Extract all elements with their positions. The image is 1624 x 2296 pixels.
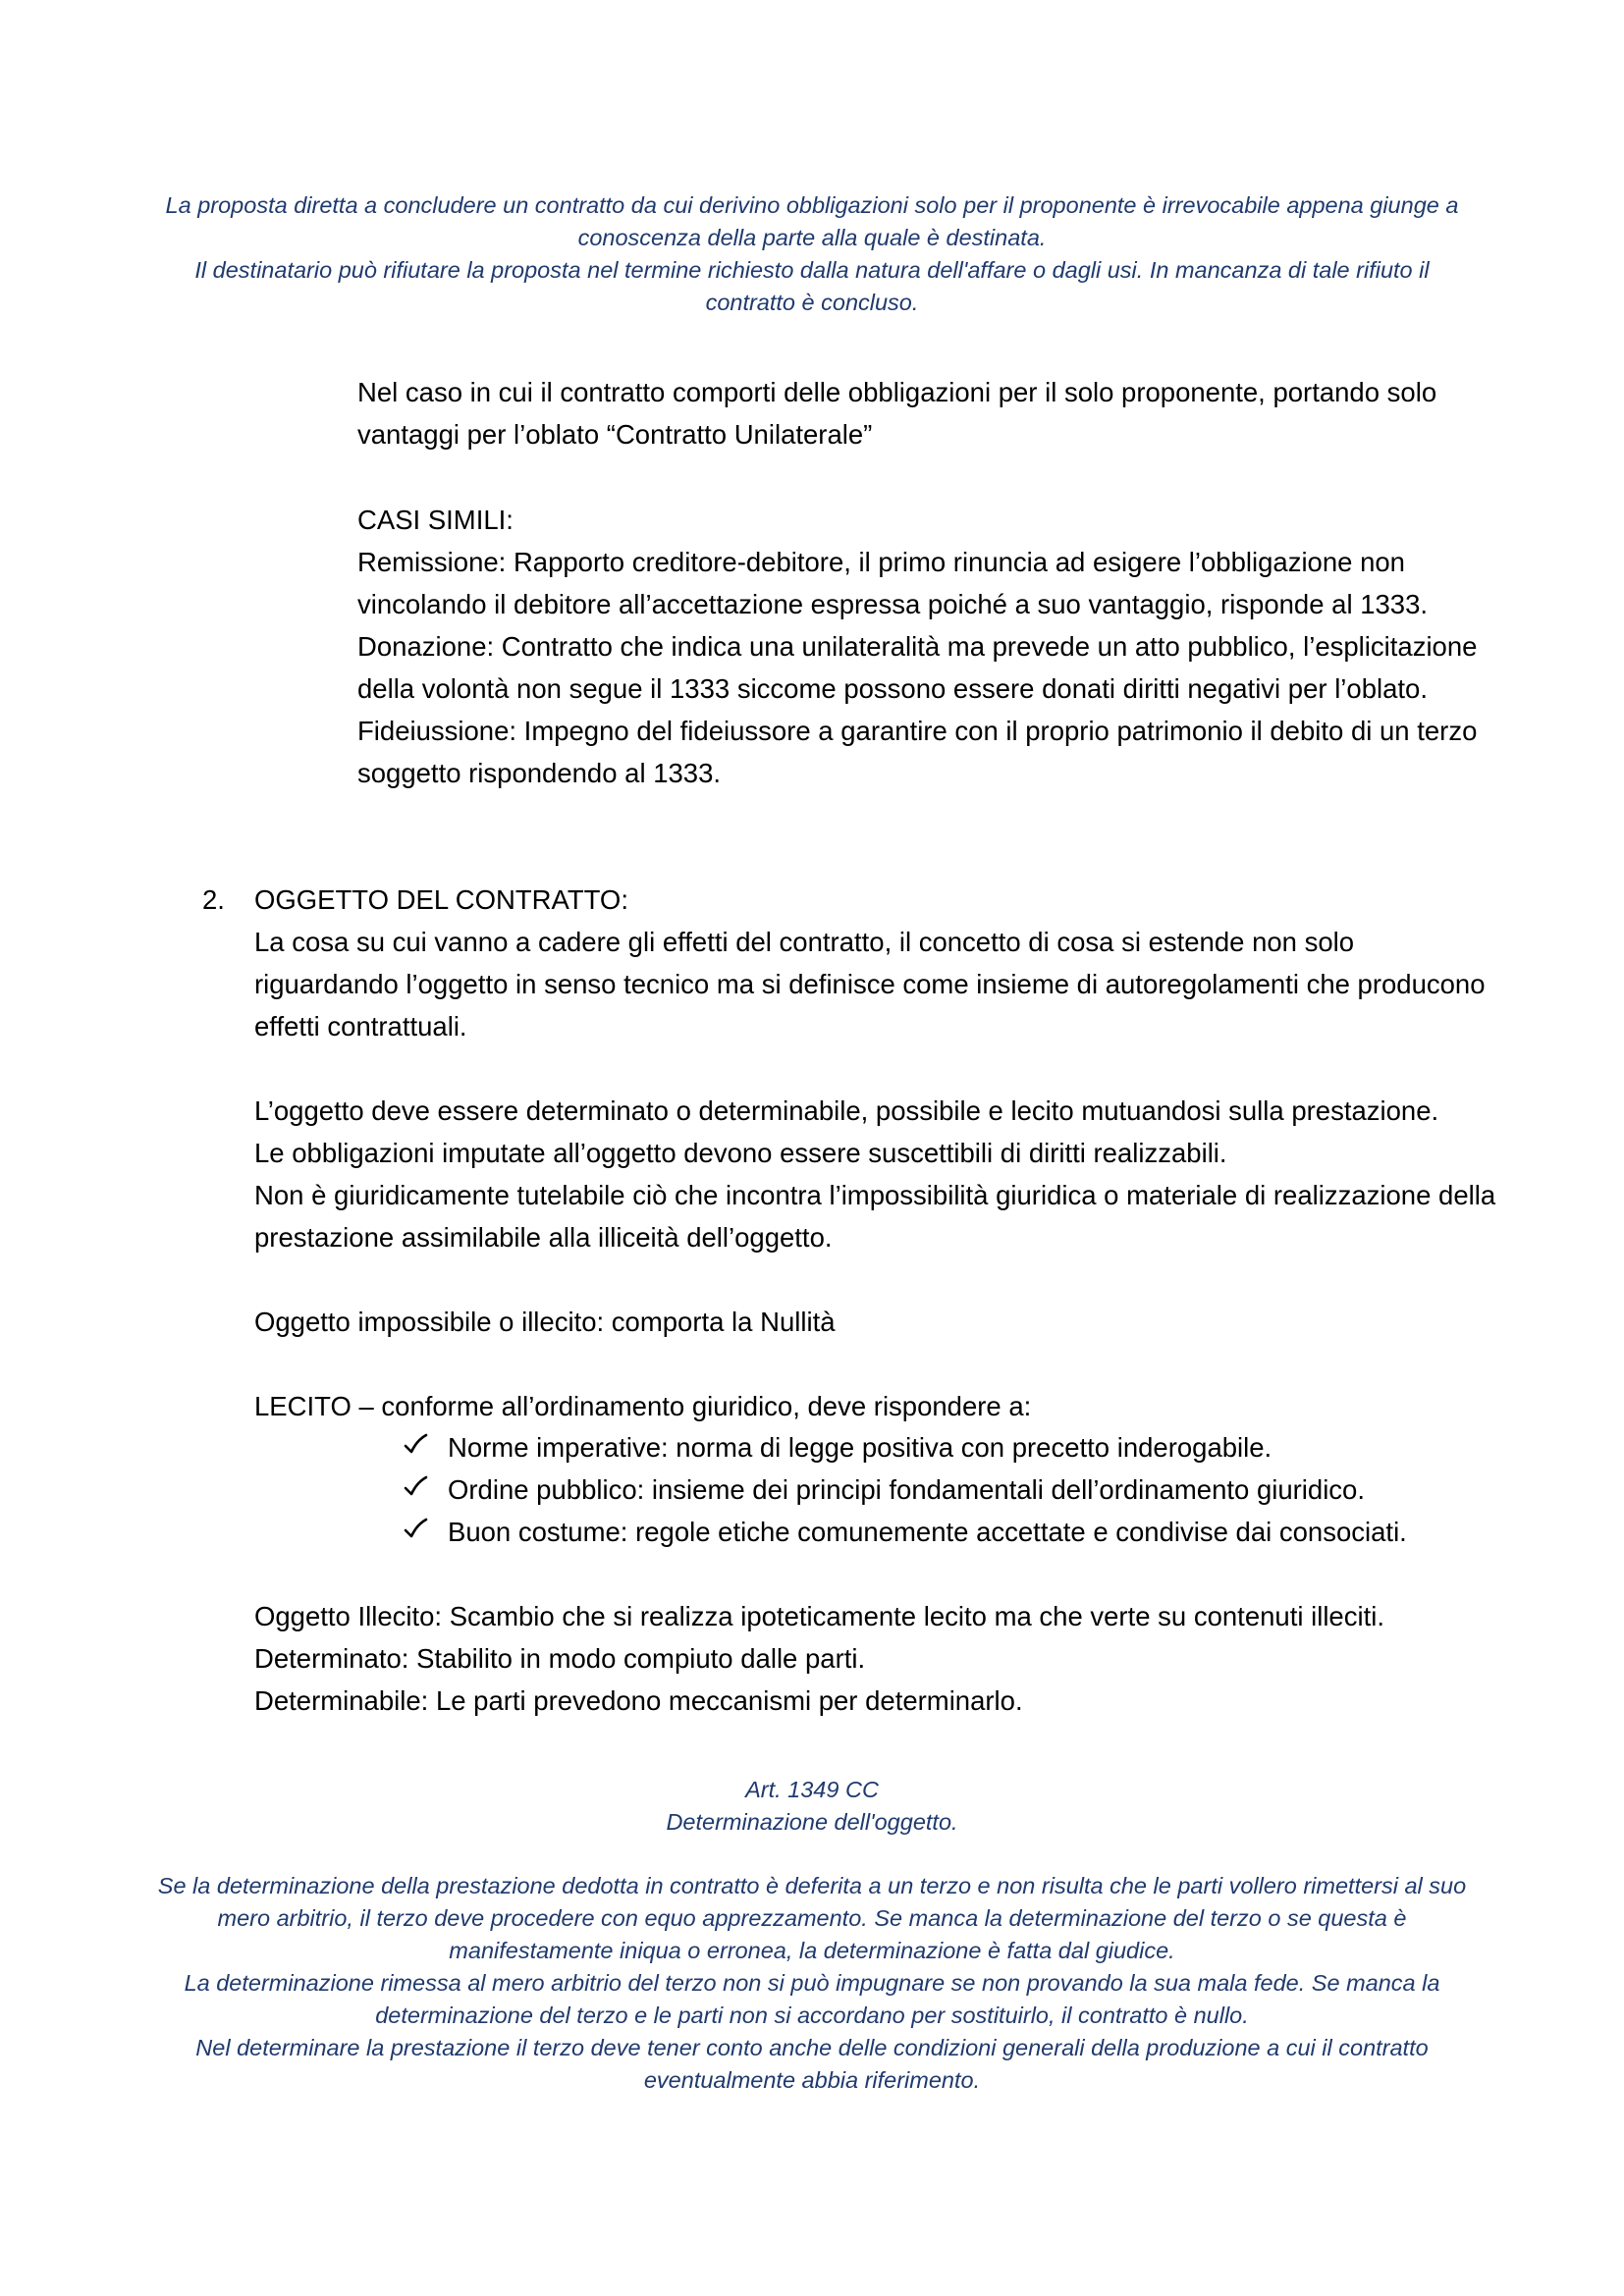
definition-line: Determinato: Stabilito in modo compiuto dalle parti. — [254, 1643, 866, 1674]
quote-top — [147, 189, 1477, 319]
section-paragraph: L’oggetto deve essere determinato o determinabile, possibile e lecito mutuandosi sulla prestazione. — [254, 1095, 1439, 1126]
article-number: Art. 1349 CC — [745, 1777, 879, 1802]
quote-top-paragraph: Il destinatario può rifiutare la proposta nel termine richiesto dalla natura dell'affare o dagli usi. In mancanza di tale rifiuto il contratto è concluso. — [194, 257, 1430, 315]
section-paragraph: Non è giuridicamente tutelabile ciò che incontra l’impossibilità giuridica o materiale di realizzazione della prestazione assimilabile alla illiceità dell’oggetto. — [254, 1180, 1496, 1253]
definition-line: Determinabile: Le parti prevedono meccanismi per determinarlo. — [254, 1685, 1023, 1716]
casi-simili-item: Donazione: Contratto che indica una unilateralità ma prevede un atto pubblico, l’esplicitazione della volontà non segue il 1333 siccome possono essere donati diritti negativi per l’oblato. — [357, 631, 1478, 704]
article-paragraph: Se la determinazione della prestazione dedotta in contratto è deferita a un terzo e non risulta che le parti vollero rimettersi al suo mero arbitrio, il terzo deve procedere con equo apprezzamento. Se manca la determinazione del terzo o se questa è manifestamente iniqua o erronea, la determinazione è fatta dal giudice. — [157, 1873, 1467, 1963]
casi-simili-item: Remissione: Rapporto creditore-debitore, il primo rinuncia ad esigere l’obbligazione non vincolando il debitore all’accettazione espressa poiché a suo vantaggio, risponde al 1333. — [357, 547, 1429, 619]
checklist-text: Ordine pubblico: insieme dei principi fondamentali dell’ordinamento giuridico. — [448, 1474, 1365, 1505]
checkmark-icon — [403, 1474, 428, 1500]
lecito-text: LECITO – conforme all’ordinamento giuridico, deve rispondere a: — [254, 1391, 1032, 1421]
article-paragraph: La determinazione rimessa al mero arbitrio del terzo non si può impugnare se non provando la sua mala fede. Se manca la determinazione del terzo e le parti non si accordano per sostituirlo, il contratto è nullo. — [184, 1970, 1440, 2028]
checkmark-icon — [403, 1517, 428, 1542]
quote-top-paragraph: La proposta diretta a concludere un contratto da cui derivino obbligazioni solo per il proponente è irrevocabile appena giunge a conoscenza della parte alla quale è destinata. — [165, 192, 1459, 250]
casi-simili-item: Fideiussione: Impegno del fideiussore a garantire con il proprio patrimonio il debito di un terzo soggetto rispondendo al 1333. — [357, 716, 1478, 788]
section-heading: OGGETTO DEL CONTRATTO: — [254, 884, 628, 915]
section-paragraph: Le obbligazioni imputate all’oggetto devono essere suscettibili di diritti realizzabili. — [254, 1138, 1227, 1168]
checklist-item — [403, 1511, 1502, 1553]
article-heading — [147, 1774, 1477, 1839]
checklist-text: Norme imperative: norma di legge positiva con precetto inderogabile. — [448, 1432, 1272, 1463]
casi-simili-section — [357, 499, 1496, 794]
nullita-text: Oggetto impossibile o illecito: comporta la Nullità — [254, 1307, 836, 1337]
checklist-item — [403, 1426, 1502, 1468]
section-number: 2. — [202, 884, 225, 915]
checkmark-icon — [403, 1432, 428, 1458]
article-title: Determinazione dell'oggetto. — [666, 1809, 958, 1835]
lecito-checklist — [403, 1426, 1502, 1553]
section-intro: La cosa su cui vanno a cadere gli effetti del contratto, il concetto di cosa si estende non solo riguardando l’oggetto in senso tecnico ma si definisce come insieme di autoregolamenti che producono effetti contrattuali. — [254, 927, 1486, 1041]
article-text — [147, 1870, 1477, 2097]
checklist-text: Buon costume: regole etiche comunemente accettate e condivise dai consociati. — [448, 1517, 1407, 1547]
oggetto-section — [254, 879, 1501, 1427]
checklist-item — [403, 1468, 1502, 1511]
casi-simili-heading: CASI SIMILI: — [357, 505, 514, 535]
article-paragraph: Nel determinare la prestazione il terzo deve tener conto anche delle condizioni generali della produzione a cui il contratto eventualmente abbia riferimento. — [195, 2035, 1429, 2093]
unilateral-text: Nel caso in cui il contratto comporti delle obbligazioni per il solo proponente, portando solo vantaggi per l’oblato “Contratto Unilaterale” — [357, 377, 1437, 450]
unilateral-paragraph — [357, 371, 1496, 455]
definitions — [254, 1595, 1501, 1722]
definition-line: Oggetto Illecito: Scambio che si realizza ipoteticamente lecito ma che verte su contenuti illeciti. — [254, 1601, 1384, 1631]
